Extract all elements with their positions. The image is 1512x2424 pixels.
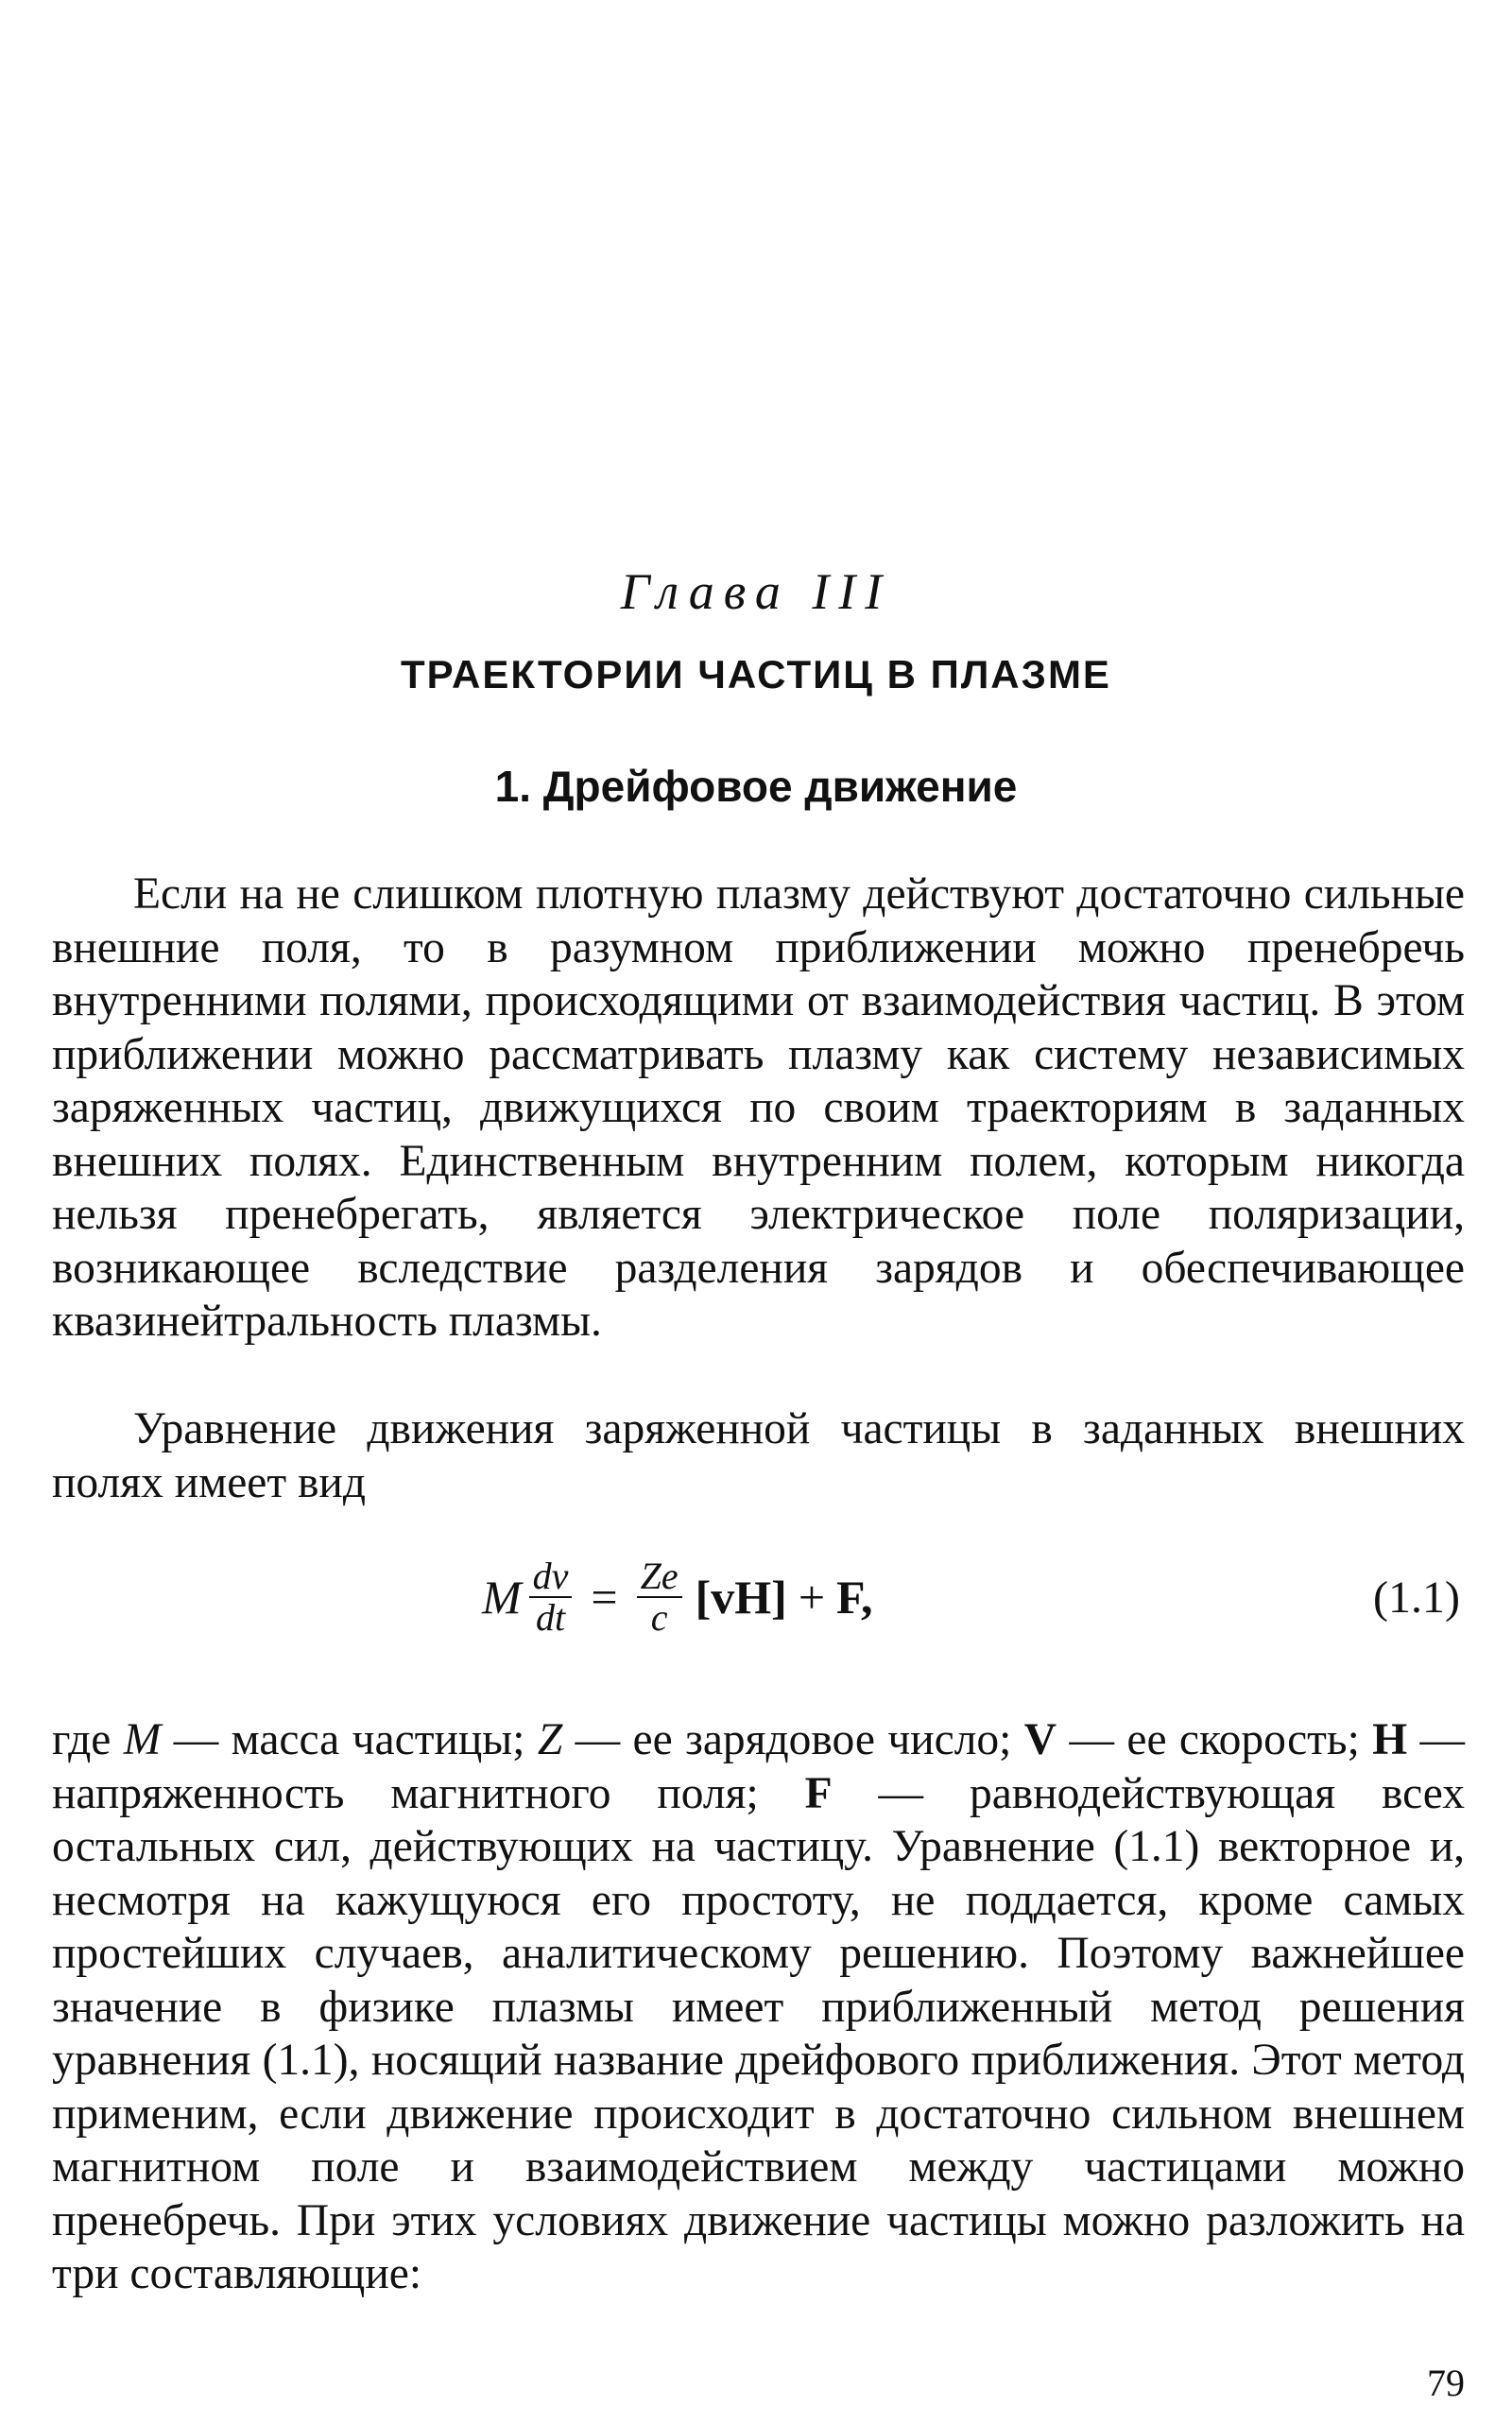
paragraph-explanation <box>52 1713 1465 2301</box>
p3-field-text: — напряженность магнитного поля; <box>52 1715 1466 1818</box>
eq-charge-numerator: Ze <box>637 1556 682 1598</box>
eq-derivative-denominator: dt <box>535 1596 566 1639</box>
p3-charge-text: — ее зарядовое число; <box>575 1715 1012 1764</box>
eq-derivative-numerator: dv <box>529 1556 573 1598</box>
equation-number: (1.1) <box>1373 1572 1460 1623</box>
chapter-title: ТРАЕКТОРИИ ЧАСТИЦ В ПЛАЗМЕ <box>401 652 1111 696</box>
section-title: 1. Дрейфовое движение <box>494 762 1018 811</box>
page-number: 79 <box>1427 2362 1465 2404</box>
eq-mass-symbol: M <box>482 1571 522 1624</box>
eq-charge-fraction <box>637 1556 682 1638</box>
equation-body <box>482 1545 872 1649</box>
eq-derivative-fraction <box>529 1556 573 1638</box>
p3-symbol-f: F <box>804 1768 833 1818</box>
p3-symbol-z: Z <box>537 1715 563 1764</box>
chapter-label: Глава III <box>620 563 892 620</box>
p3-mass-text: — масса частицы; <box>173 1715 525 1764</box>
p3-symbol-m: M <box>123 1715 162 1764</box>
paragraph-equation-lead: Уравнение движения заряженной частицы в заданных внешних полях имеет вид <box>52 1404 1465 1507</box>
eq-plus-sign: + <box>798 1571 826 1624</box>
p3-where: где <box>52 1715 112 1764</box>
eq-cross-product: [vH] <box>695 1571 787 1624</box>
p3-velocity-text: — ее скорость; <box>1069 1715 1360 1764</box>
p3-symbol-v: V <box>1023 1715 1057 1764</box>
eq-equals-sign: = <box>591 1571 618 1624</box>
equation-1-1 <box>0 1545 1512 1649</box>
p3-symbol-h: H <box>1372 1715 1408 1764</box>
p3-rest-text: — равнодействующая всех остальных сил, действующих на частицу. Уравнение (1.1) векторное и, несмотря на кажущуюся его простоту, не поддается, кроме самых простейших случаев, аналитическому решению. Поэтому важнейшее значение в физике плазмы имеет приближенный метод решения уравнения (1.1), носящий название дрейфового приближения. Этот метод применим, если движение происходит в достаточно сильном внешнем магнитном поле и взаимодействием между частицами можно пренебречь. При этих условиях движение частицы можно разложить на три составляющие: <box>52 1768 1466 2298</box>
eq-charge-denominator: c <box>650 1596 668 1639</box>
paragraph-intro: Если на не слишком плотную плазму действуют достаточно сильные внешние поля, то в разумном приближении можно пренебречь внутренними полями, происходящими от взаимодействия частиц. В этом приближении можно рассматривать плазму как систему независимых заряженных частиц, движущихся по своим траекториям в заданных внешних полях. Единственным внутренним полем, которым никогда нельзя пренебрегать, является электрическое поле поляризации, возникающее вследствие разделения зарядов и обеспечивающее квазинейтральность плазмы. <box>52 869 1465 1346</box>
eq-force-symbol: F, <box>836 1571 873 1624</box>
